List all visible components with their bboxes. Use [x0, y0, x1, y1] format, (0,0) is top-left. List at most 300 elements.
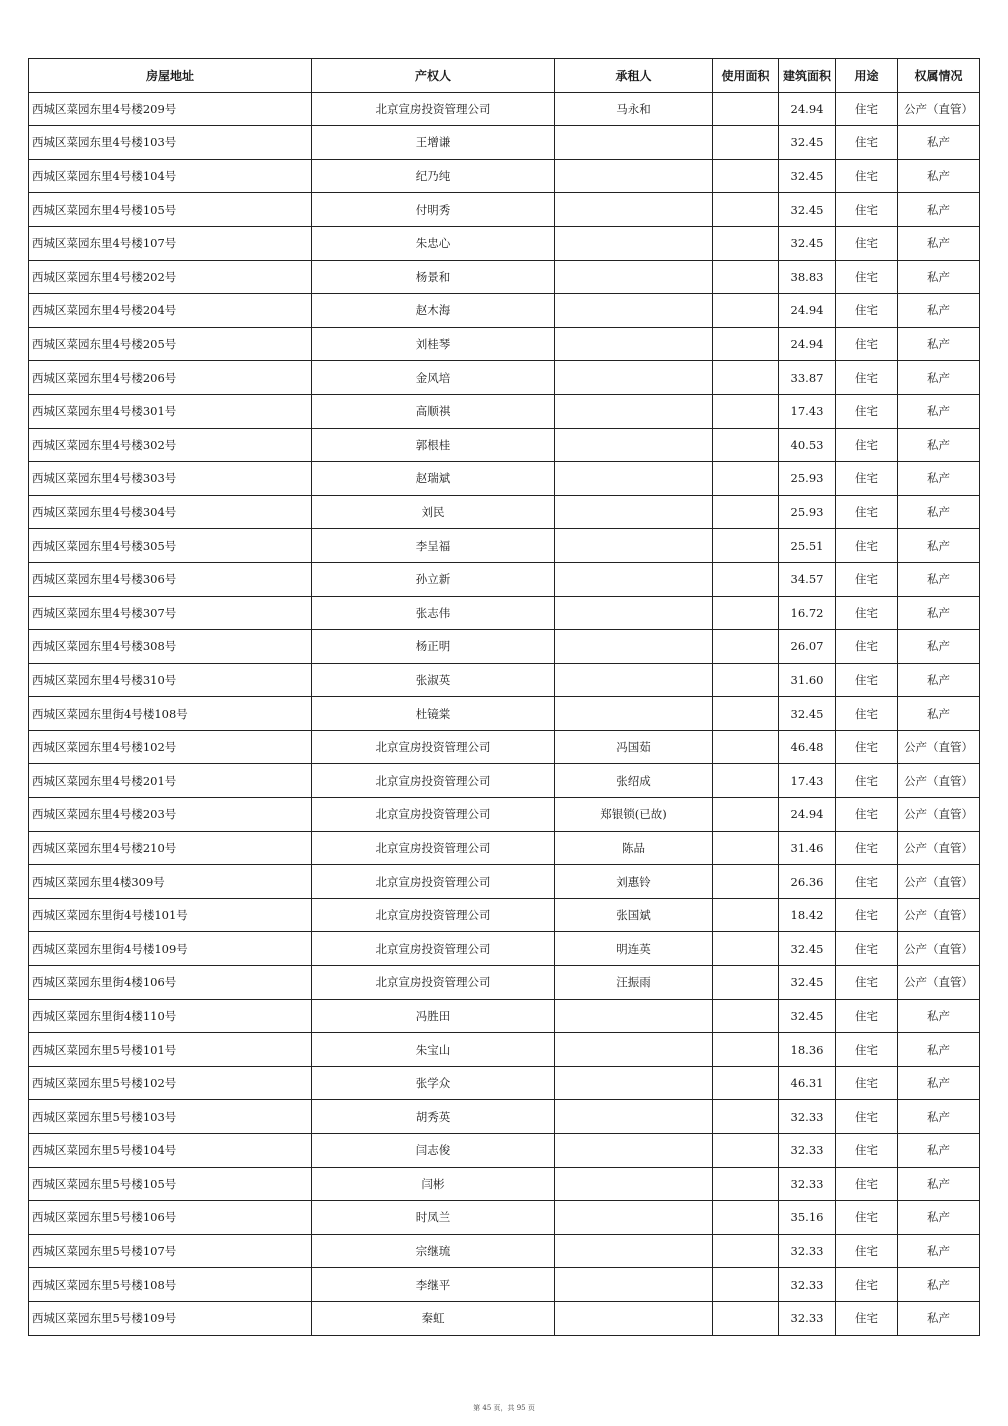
cell-usable-area	[713, 596, 779, 630]
cell-ownership: 公产（直管）	[898, 764, 980, 798]
cell-usage: 住宅	[836, 294, 898, 328]
cell-ownership: 公产（直管）	[898, 898, 980, 932]
cell-tenant	[555, 697, 713, 731]
cell-tenant	[555, 495, 713, 529]
cell-building-area: 38.83	[779, 260, 836, 294]
cell-building-area: 32.45	[779, 966, 836, 1000]
table-row	[29, 361, 980, 395]
cell-usage: 住宅	[836, 1268, 898, 1302]
cell-tenant	[555, 596, 713, 630]
cell-building-area: 32.33	[779, 1100, 836, 1134]
cell-building-area: 32.33	[779, 1134, 836, 1168]
cell-usable-area	[713, 999, 779, 1033]
cell-usable-area	[713, 898, 779, 932]
header-address: 房屋地址	[29, 59, 312, 93]
cell-usage: 住宅	[836, 1033, 898, 1067]
cell-ownership: 私产	[898, 1033, 980, 1067]
table-body	[29, 92, 980, 1335]
cell-tenant	[555, 462, 713, 496]
cell-usage: 住宅	[836, 1201, 898, 1235]
cell-tenant: 冯国茹	[555, 730, 713, 764]
cell-owner: 王增谦	[312, 126, 555, 160]
cell-owner: 赵瑞斌	[312, 462, 555, 496]
cell-usage: 住宅	[836, 1301, 898, 1335]
cell-owner: 郭根桂	[312, 428, 555, 462]
cell-tenant	[555, 529, 713, 563]
cell-usage: 住宅	[836, 462, 898, 496]
table-row	[29, 327, 980, 361]
cell-owner: 赵木海	[312, 294, 555, 328]
cell-owner: 朱忠心	[312, 226, 555, 260]
cell-building-area: 26.07	[779, 630, 836, 664]
cell-tenant: 郑银锁(已故)	[555, 798, 713, 832]
cell-ownership: 私产	[898, 495, 980, 529]
table-row	[29, 394, 980, 428]
table-row	[29, 529, 980, 563]
table-row	[29, 999, 980, 1033]
cell-building-area: 32.45	[779, 697, 836, 731]
cell-ownership: 私产	[898, 596, 980, 630]
cell-tenant: 刘惠铃	[555, 865, 713, 899]
cell-owner: 杨景和	[312, 260, 555, 294]
cell-address: 西城区菜园东里5号楼102号	[29, 1066, 312, 1100]
cell-owner: 刘民	[312, 495, 555, 529]
cell-ownership: 公产（直管）	[898, 932, 980, 966]
cell-ownership: 私产	[898, 1234, 980, 1268]
cell-address: 西城区菜园东里4号楼304号	[29, 495, 312, 529]
cell-usage: 住宅	[836, 1134, 898, 1168]
cell-address: 西城区菜园东里街4号楼109号	[29, 932, 312, 966]
cell-owner: 北京宣房投资管理公司	[312, 764, 555, 798]
cell-owner: 北京宣房投资管理公司	[312, 92, 555, 126]
cell-address: 西城区菜园东里4号楼202号	[29, 260, 312, 294]
cell-building-area: 25.93	[779, 462, 836, 496]
table-row	[29, 966, 980, 1000]
cell-building-area: 18.42	[779, 898, 836, 932]
cell-tenant	[555, 630, 713, 664]
cell-usable-area	[713, 462, 779, 496]
cell-tenant	[555, 1301, 713, 1335]
cell-owner: 时凤兰	[312, 1201, 555, 1235]
cell-ownership: 私产	[898, 327, 980, 361]
cell-usable-area	[713, 1100, 779, 1134]
table-row	[29, 126, 980, 160]
cell-building-area: 46.31	[779, 1066, 836, 1100]
cell-owner: 北京宣房投资管理公司	[312, 966, 555, 1000]
table-row	[29, 159, 980, 193]
cell-address: 西城区菜园东里4号楼307号	[29, 596, 312, 630]
cell-owner: 北京宣房投资管理公司	[312, 865, 555, 899]
cell-building-area: 17.43	[779, 394, 836, 428]
table-row	[29, 428, 980, 462]
cell-ownership: 私产	[898, 1301, 980, 1335]
cell-usage: 住宅	[836, 529, 898, 563]
cell-usage: 住宅	[836, 999, 898, 1033]
cell-address: 西城区菜园东里4号楼104号	[29, 159, 312, 193]
cell-usable-area	[713, 1234, 779, 1268]
cell-owner: 孙立新	[312, 562, 555, 596]
cell-usable-area	[713, 831, 779, 865]
cell-usable-area	[713, 529, 779, 563]
cell-building-area: 16.72	[779, 596, 836, 630]
cell-tenant	[555, 1234, 713, 1268]
cell-usable-area	[713, 764, 779, 798]
cell-tenant	[555, 1201, 713, 1235]
cell-usable-area	[713, 730, 779, 764]
cell-building-area: 24.94	[779, 798, 836, 832]
cell-usage: 住宅	[836, 159, 898, 193]
cell-address: 西城区菜园东里4号楼305号	[29, 529, 312, 563]
cell-building-area: 25.51	[779, 529, 836, 563]
cell-owner: 张淑英	[312, 663, 555, 697]
cell-usage: 住宅	[836, 865, 898, 899]
cell-ownership: 私产	[898, 562, 980, 596]
cell-ownership: 公产（直管）	[898, 865, 980, 899]
cell-owner: 李继平	[312, 1268, 555, 1302]
table-row	[29, 596, 980, 630]
table-row	[29, 1201, 980, 1235]
cell-building-area: 18.36	[779, 1033, 836, 1067]
cell-usage: 住宅	[836, 394, 898, 428]
cell-building-area: 32.45	[779, 226, 836, 260]
cell-address: 西城区菜园东里5号楼101号	[29, 1033, 312, 1067]
cell-address: 西城区菜园东里4号楼302号	[29, 428, 312, 462]
cell-building-area: 32.33	[779, 1268, 836, 1302]
cell-building-area: 40.53	[779, 428, 836, 462]
cell-tenant	[555, 294, 713, 328]
cell-tenant: 马永和	[555, 92, 713, 126]
cell-owner: 北京宣房投资管理公司	[312, 798, 555, 832]
table-row	[29, 798, 980, 832]
cell-address: 西城区菜园东里4楼309号	[29, 865, 312, 899]
cell-usable-area	[713, 1033, 779, 1067]
cell-address: 西城区菜园东里4号楼310号	[29, 663, 312, 697]
table-row	[29, 1234, 980, 1268]
cell-address: 西城区菜园东里街4号楼108号	[29, 697, 312, 731]
cell-usage: 住宅	[836, 697, 898, 731]
cell-usage: 住宅	[836, 260, 898, 294]
cell-building-area: 46.48	[779, 730, 836, 764]
header-owner: 产权人	[312, 59, 555, 93]
table-row	[29, 1167, 980, 1201]
cell-owner: 北京宣房投资管理公司	[312, 898, 555, 932]
cell-address: 西城区菜园东里4号楼209号	[29, 92, 312, 126]
cell-usable-area	[713, 92, 779, 126]
header-tenant: 承租人	[555, 59, 713, 93]
cell-building-area: 17.43	[779, 764, 836, 798]
cell-address: 西城区菜园东里5号楼107号	[29, 1234, 312, 1268]
table-row	[29, 226, 980, 260]
cell-usable-area	[713, 294, 779, 328]
cell-ownership: 私产	[898, 394, 980, 428]
cell-tenant	[555, 226, 713, 260]
cell-ownership: 私产	[898, 462, 980, 496]
cell-building-area: 32.45	[779, 126, 836, 160]
cell-usage: 住宅	[836, 126, 898, 160]
cell-usage: 住宅	[836, 764, 898, 798]
property-table	[28, 58, 980, 1336]
cell-usable-area	[713, 361, 779, 395]
cell-ownership: 私产	[898, 260, 980, 294]
cell-address: 西城区菜园东里5号楼108号	[29, 1268, 312, 1302]
cell-owner: 杜镜棠	[312, 697, 555, 731]
cell-address: 西城区菜园东里4号楼204号	[29, 294, 312, 328]
cell-usable-area	[713, 932, 779, 966]
cell-usage: 住宅	[836, 193, 898, 227]
cell-building-area: 34.57	[779, 562, 836, 596]
cell-building-area: 31.46	[779, 831, 836, 865]
cell-address: 西城区菜园东里4号楼103号	[29, 126, 312, 160]
cell-building-area: 24.94	[779, 294, 836, 328]
cell-building-area: 33.87	[779, 361, 836, 395]
cell-ownership: 私产	[898, 529, 980, 563]
cell-address: 西城区菜园东里4号楼205号	[29, 327, 312, 361]
cell-usable-area	[713, 327, 779, 361]
cell-usable-area	[713, 495, 779, 529]
cell-owner: 李呈福	[312, 529, 555, 563]
cell-usage: 住宅	[836, 596, 898, 630]
table-row	[29, 697, 980, 731]
cell-ownership: 私产	[898, 428, 980, 462]
cell-usable-area	[713, 260, 779, 294]
cell-ownership: 私产	[898, 193, 980, 227]
cell-owner: 杨正明	[312, 630, 555, 664]
header-building-area: 建筑面积	[779, 59, 836, 93]
cell-usable-area	[713, 159, 779, 193]
cell-ownership: 私产	[898, 1134, 980, 1168]
cell-tenant	[555, 1134, 713, 1168]
cell-building-area: 26.36	[779, 865, 836, 899]
cell-usable-area	[713, 126, 779, 160]
cell-owner: 宗继琉	[312, 1234, 555, 1268]
cell-address: 西城区菜园东里4号楼201号	[29, 764, 312, 798]
cell-usable-area	[713, 428, 779, 462]
table-row	[29, 1100, 980, 1134]
cell-building-area: 24.94	[779, 92, 836, 126]
table-row	[29, 1301, 980, 1335]
cell-usable-area	[713, 1201, 779, 1235]
cell-tenant: 明连英	[555, 932, 713, 966]
cell-usable-area	[713, 1167, 779, 1201]
cell-usage: 住宅	[836, 730, 898, 764]
cell-address: 西城区菜园东里4号楼105号	[29, 193, 312, 227]
cell-owner: 闫志俊	[312, 1134, 555, 1168]
cell-address: 西城区菜园东里4号楼303号	[29, 462, 312, 496]
cell-ownership: 公产（直管）	[898, 730, 980, 764]
cell-tenant	[555, 1100, 713, 1134]
cell-usage: 住宅	[836, 562, 898, 596]
property-table-sheet	[28, 58, 979, 1336]
cell-usable-area	[713, 966, 779, 1000]
cell-usage: 住宅	[836, 1234, 898, 1268]
cell-building-area: 25.93	[779, 495, 836, 529]
cell-address: 西城区菜园东里5号楼103号	[29, 1100, 312, 1134]
header-ownership: 权属情况	[898, 59, 980, 93]
cell-tenant	[555, 428, 713, 462]
cell-tenant	[555, 327, 713, 361]
cell-tenant	[555, 260, 713, 294]
cell-ownership: 私产	[898, 1100, 980, 1134]
cell-usable-area	[713, 630, 779, 664]
cell-address: 西城区菜园东里4号楼206号	[29, 361, 312, 395]
cell-ownership: 私产	[898, 1066, 980, 1100]
cell-usage: 住宅	[836, 663, 898, 697]
cell-owner: 纪乃纯	[312, 159, 555, 193]
cell-address: 西城区菜园东里4号楼107号	[29, 226, 312, 260]
cell-ownership: 公产（直管）	[898, 798, 980, 832]
table-row	[29, 663, 980, 697]
cell-address: 西城区菜园东里4号楼203号	[29, 798, 312, 832]
cell-usable-area	[713, 394, 779, 428]
cell-owner: 张学众	[312, 1066, 555, 1100]
cell-tenant	[555, 126, 713, 160]
table-row	[29, 764, 980, 798]
cell-ownership: 私产	[898, 697, 980, 731]
cell-address: 西城区菜园东里4号楼210号	[29, 831, 312, 865]
cell-ownership: 公产（直管）	[898, 92, 980, 126]
cell-building-area: 24.94	[779, 327, 836, 361]
table-row	[29, 462, 980, 496]
cell-building-area: 32.45	[779, 999, 836, 1033]
cell-ownership: 私产	[898, 1268, 980, 1302]
cell-ownership: 私产	[898, 126, 980, 160]
cell-address: 西城区菜园东里4号楼102号	[29, 730, 312, 764]
cell-building-area: 32.45	[779, 159, 836, 193]
table-row	[29, 193, 980, 227]
cell-usable-area	[713, 1301, 779, 1335]
cell-building-area: 32.33	[779, 1301, 836, 1335]
cell-tenant	[555, 361, 713, 395]
cell-usage: 住宅	[836, 966, 898, 1000]
cell-ownership: 私产	[898, 663, 980, 697]
cell-usage: 住宅	[836, 831, 898, 865]
table-header-row	[29, 59, 980, 93]
cell-ownership: 私产	[898, 1167, 980, 1201]
cell-usage: 住宅	[836, 226, 898, 260]
cell-tenant	[555, 1167, 713, 1201]
cell-owner: 刘桂琴	[312, 327, 555, 361]
cell-building-area: 32.33	[779, 1167, 836, 1201]
cell-usage: 住宅	[836, 630, 898, 664]
table-row	[29, 831, 980, 865]
cell-address: 西城区菜园东里街4楼110号	[29, 999, 312, 1033]
cell-usage: 住宅	[836, 327, 898, 361]
cell-address: 西城区菜园东里5号楼104号	[29, 1134, 312, 1168]
cell-ownership: 公产（直管）	[898, 966, 980, 1000]
cell-usage: 住宅	[836, 92, 898, 126]
cell-tenant	[555, 999, 713, 1033]
cell-address: 西城区菜园东里5号楼105号	[29, 1167, 312, 1201]
cell-usage: 住宅	[836, 1167, 898, 1201]
cell-building-area: 32.45	[779, 193, 836, 227]
cell-usable-area	[713, 1134, 779, 1168]
table-row	[29, 730, 980, 764]
cell-owner: 张志伟	[312, 596, 555, 630]
table-row	[29, 1033, 980, 1067]
cell-tenant: 陈品	[555, 831, 713, 865]
cell-usable-area	[713, 562, 779, 596]
cell-ownership: 私产	[898, 294, 980, 328]
cell-building-area: 32.45	[779, 932, 836, 966]
cell-usable-area	[713, 1066, 779, 1100]
cell-usage: 住宅	[836, 932, 898, 966]
table-row	[29, 562, 980, 596]
cell-tenant: 张绍成	[555, 764, 713, 798]
cell-address: 西城区菜园东里4号楼301号	[29, 394, 312, 428]
cell-ownership: 私产	[898, 630, 980, 664]
header-usage: 用途	[836, 59, 898, 93]
cell-ownership: 私产	[898, 226, 980, 260]
table-row	[29, 630, 980, 664]
cell-owner: 朱宝山	[312, 1033, 555, 1067]
cell-building-area: 32.33	[779, 1234, 836, 1268]
cell-ownership: 私产	[898, 361, 980, 395]
cell-owner: 高顺祺	[312, 394, 555, 428]
cell-usage: 住宅	[836, 428, 898, 462]
cell-tenant	[555, 1066, 713, 1100]
table-row	[29, 1268, 980, 1302]
cell-usage: 住宅	[836, 495, 898, 529]
cell-building-area: 31.60	[779, 663, 836, 697]
table-row	[29, 932, 980, 966]
cell-address: 西城区菜园东里4号楼308号	[29, 630, 312, 664]
table-row	[29, 1066, 980, 1100]
cell-usable-area	[713, 226, 779, 260]
cell-owner: 北京宣房投资管理公司	[312, 932, 555, 966]
table-row	[29, 294, 980, 328]
cell-tenant	[555, 1268, 713, 1302]
cell-address: 西城区菜园东里5号楼109号	[29, 1301, 312, 1335]
cell-ownership: 私产	[898, 1201, 980, 1235]
cell-owner: 北京宣房投资管理公司	[312, 831, 555, 865]
cell-building-area: 35.16	[779, 1201, 836, 1235]
table-row	[29, 260, 980, 294]
cell-tenant	[555, 394, 713, 428]
cell-ownership: 公产（直管）	[898, 831, 980, 865]
table-row	[29, 92, 980, 126]
cell-ownership: 私产	[898, 159, 980, 193]
cell-tenant: 张国斌	[555, 898, 713, 932]
cell-address: 西城区菜园东里街4号楼101号	[29, 898, 312, 932]
cell-usable-area	[713, 865, 779, 899]
cell-address: 西城区菜园东里4号楼306号	[29, 562, 312, 596]
cell-owner: 胡秀英	[312, 1100, 555, 1134]
cell-owner: 秦虹	[312, 1301, 555, 1335]
cell-owner: 北京宣房投资管理公司	[312, 730, 555, 764]
table-row	[29, 865, 980, 899]
cell-owner: 付明秀	[312, 193, 555, 227]
cell-tenant	[555, 193, 713, 227]
cell-address: 西城区菜园东里街4楼106号	[29, 966, 312, 1000]
cell-ownership: 私产	[898, 999, 980, 1033]
cell-usable-area	[713, 1268, 779, 1302]
header-usable-area: 使用面积	[713, 59, 779, 93]
cell-usage: 住宅	[836, 1066, 898, 1100]
cell-tenant	[555, 159, 713, 193]
cell-owner: 冯胜田	[312, 999, 555, 1033]
cell-usage: 住宅	[836, 798, 898, 832]
cell-tenant: 汪振雨	[555, 966, 713, 1000]
cell-usage: 住宅	[836, 361, 898, 395]
table-row	[29, 898, 980, 932]
cell-usable-area	[713, 697, 779, 731]
cell-owner: 金风培	[312, 361, 555, 395]
cell-usable-area	[713, 193, 779, 227]
cell-usage: 住宅	[836, 898, 898, 932]
cell-tenant	[555, 562, 713, 596]
cell-usable-area	[713, 663, 779, 697]
cell-tenant	[555, 663, 713, 697]
